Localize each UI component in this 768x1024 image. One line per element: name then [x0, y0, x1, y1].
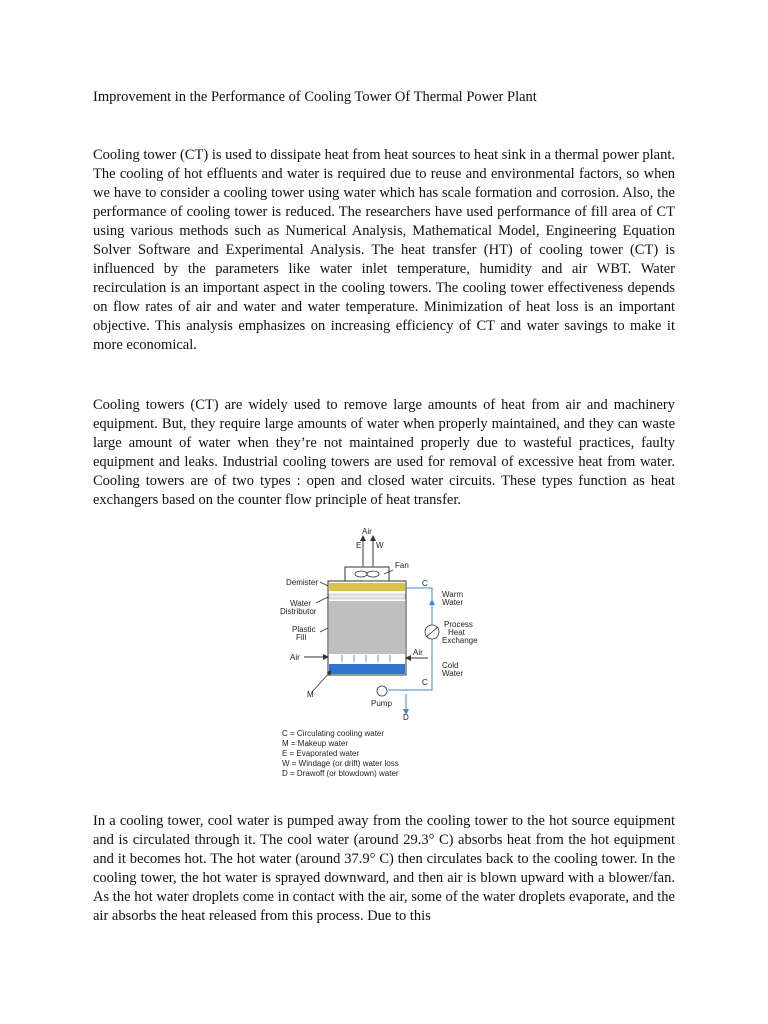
label-demister: Demister — [286, 578, 319, 587]
distributor-pointer — [316, 597, 328, 603]
cooling-tower-diagram — [272, 522, 494, 784]
label-air-top: Air — [362, 527, 372, 536]
label-c-top: C — [422, 579, 428, 588]
demister-layer — [329, 583, 405, 591]
label-process-heat-exchange: Process Heat Exchange — [442, 620, 478, 645]
label-plastic-fill: Plastic Fill — [292, 625, 316, 642]
paragraph-1: Cooling tower (CT) is used to dissipate heat from heat sources to heat sink in a thermal power plant. The cooling of hot effluents and water is required due to reuse and environmental factors, so when we have to consider a cooling tower using water which has scale formation and corrosion. Also, the performance of cooling tower is reduced. The researchers have used performance of fill area of CT using various methods such as Numerical Analysis, Mathematical Model, Engineering Equation Solver Software and Experimental Analysis. The heat transfer (HT) of cooling tower (CT) is influenced by the parameters like water inlet temperature, humidity and air WBT. Water recirculation is an important aspect in the cooling towers. The cooling tower effectiveness depends on flow rates of air and water and water temperature. Minimization of heat loss is an important objective. This analysis emphasizes on increasing efficiency of CT and water savings to make it more economical. — [93, 147, 675, 353]
legend-line-c: C = Circulating cooling water — [282, 729, 385, 738]
cold-water-basin — [329, 664, 405, 674]
document-title: Improvement in the Performance of Cooling Tower Of Thermal Power Plant — [93, 89, 537, 105]
label-m: M — [307, 690, 314, 699]
pump-icon — [377, 686, 387, 696]
cooling-tower-svg — [272, 522, 494, 784]
legend-line-m: M = Makeup water — [282, 739, 349, 748]
paragraph-2: Cooling towers (CT) are widely used to remove large amounts of heat from air and machinery equipment. But, they require large amounts of water when properly maintained, and they can waste large amount of water when they’re not maintained properly due to wasteful practices, faulty equipment and leaks. Industrial cooling towers are used for removal of excessive heat from water. Cooling towers are of two types : open and closed water circuits. These types function as heat exchangers based on the counter flow principle of heat transfer. — [93, 397, 675, 508]
legend-line-w: W = Windage (or drift) water loss — [282, 759, 399, 768]
plastic-fill — [329, 601, 405, 654]
label-e: E — [356, 541, 362, 550]
makeup-arrow — [312, 672, 330, 692]
label-fan: Fan — [395, 561, 409, 570]
demister-pointer — [320, 582, 328, 586]
label-pump: Pump — [371, 699, 392, 708]
legend-line-e: E = Evaporated water — [282, 749, 360, 758]
label-c-bottom: C — [422, 678, 428, 687]
water-distributor-layer — [329, 594, 405, 599]
fill-pointer — [320, 628, 328, 632]
label-water-distributor: Water Distributor — [280, 599, 317, 616]
legend-line-d: D = Drawoff (or blowdown) water — [282, 769, 399, 778]
label-air-left: Air — [290, 653, 300, 662]
label-cold-water: Cold Water — [442, 661, 464, 678]
paragraph-3: In a cooling tower, cool water is pumped away from the cooling tower to the hot source equipment and is circulated through it. The cool water (around 29.3° C) absorbs heat from the hot equipment and it becomes hot. The hot water (around 37.9° C) then circulates back to the cooling tower. In the cooling tower, the hot water is sprayed downward, and then air is blown upward with a blower/fan. As the hot water droplets come in contact with the air, some of the water droplets evaporate, and the air absorbs the heat released from this process. Due to this — [93, 813, 675, 924]
label-air-right: Air — [413, 648, 423, 657]
label-d: D — [403, 713, 409, 722]
label-w: W — [376, 541, 384, 550]
label-warm-water: Warm Water — [442, 590, 464, 607]
